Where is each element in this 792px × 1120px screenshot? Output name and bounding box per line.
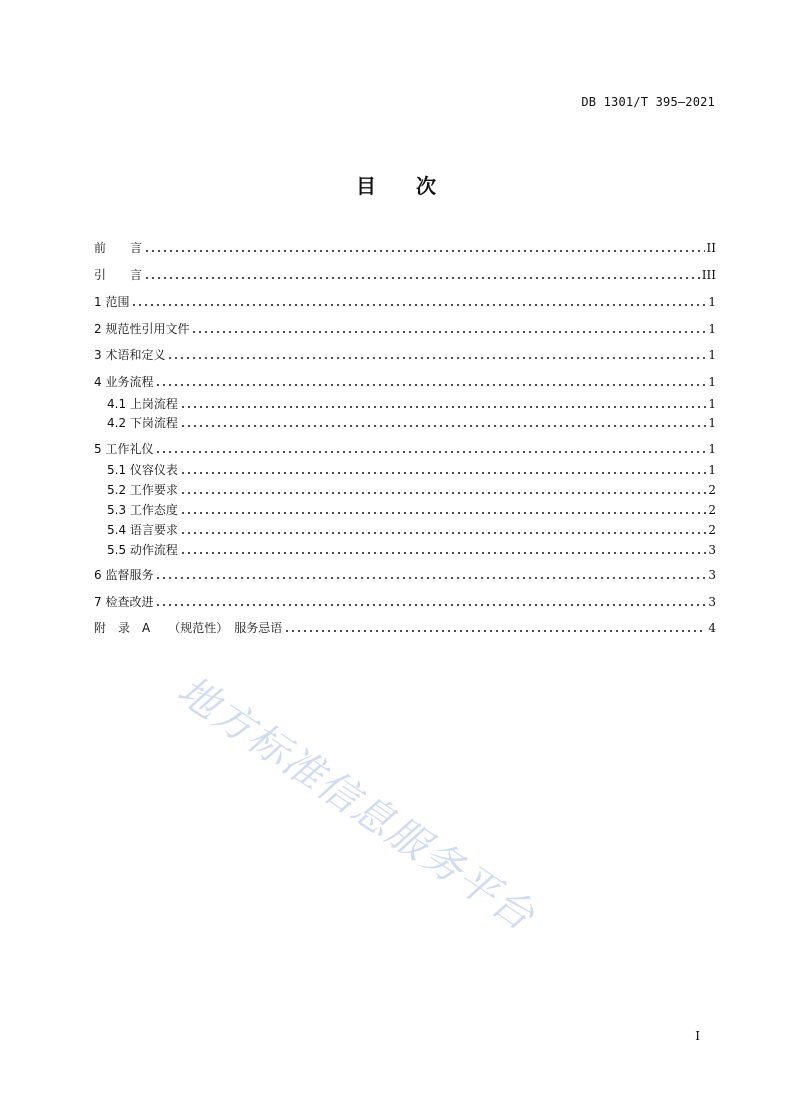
- toc-entry-page: 1: [708, 348, 716, 362]
- toc-entry-page: 1: [708, 375, 716, 389]
- toc-leader: [284, 630, 706, 632]
- toc-entry-terms-definitions[interactable]: [94, 347, 716, 363]
- toc-entry-page: 1: [708, 416, 716, 430]
- toc-leader: [155, 384, 706, 386]
- toc-leader: [155, 451, 706, 453]
- toc-leader: [180, 552, 706, 554]
- toc-entry-label: 2 规范性引用文件: [94, 322, 190, 336]
- toc-entry-appendix-a[interactable]: [94, 620, 716, 636]
- toc-entry-label: 1 范围: [94, 295, 130, 309]
- toc-entry-page: 3: [708, 543, 716, 557]
- page-title: 目 次: [356, 174, 436, 198]
- toc-leader: [180, 532, 706, 534]
- toc-entry-label: 5 工作礼仪: [94, 442, 154, 456]
- toc-entry-5-3[interactable]: [107, 502, 716, 518]
- toc-entry-5-5[interactable]: [107, 542, 716, 558]
- toc-leader: [155, 577, 706, 579]
- toc-entry-introduction[interactable]: [94, 267, 716, 283]
- toc-entry-page: 3: [708, 568, 716, 582]
- toc-entry-page: 3: [708, 595, 716, 609]
- toc-entry-label: 4.1 上岗流程: [107, 397, 178, 411]
- toc-entry-label: 引 言: [94, 268, 143, 282]
- toc-entry-label: 3 术语和定义: [94, 348, 166, 362]
- toc-entry-page: II: [706, 241, 716, 255]
- toc-entry-page: 1: [708, 322, 716, 336]
- toc-entry-label: 5.1 仪容仪表: [107, 463, 178, 477]
- toc-entry-page: 2: [708, 503, 716, 517]
- toc-entry-4-1[interactable]: [107, 396, 716, 412]
- toc-entry-foreword[interactable]: [94, 240, 716, 256]
- toc-entry-label: 5.4 语言要求: [107, 523, 178, 537]
- toc-leader: [131, 304, 706, 306]
- toc-entry-inspection[interactable]: [94, 594, 716, 610]
- toc-leader: [180, 406, 706, 408]
- toc-entry-label: 5.3 工作态度: [107, 503, 178, 517]
- toc-entry-label: 6 监督服务: [94, 568, 154, 582]
- toc-entry-5-1[interactable]: [107, 462, 716, 478]
- toc-leader: [180, 425, 706, 427]
- toc-entry-supervision[interactable]: [94, 567, 716, 583]
- toc-entry-work-etiquette[interactable]: [94, 441, 716, 457]
- toc-entry-5-2[interactable]: [107, 482, 716, 498]
- toc-leader: [155, 604, 706, 606]
- toc-entry-label: 4.2 下岗流程: [107, 416, 178, 430]
- toc-entry-page: 4: [708, 621, 716, 635]
- toc-entry-page: 1: [708, 397, 716, 411]
- page-number: I: [695, 1029, 700, 1043]
- toc-leader: [167, 357, 706, 359]
- toc-leader: [144, 277, 700, 279]
- toc-entry-business-process[interactable]: [94, 374, 716, 390]
- watermark: 地方标准信息服务平台: [169, 667, 544, 941]
- toc-entry-scope[interactable]: [94, 294, 716, 310]
- toc-leader: [180, 492, 706, 494]
- toc-entry-normative-references[interactable]: [94, 321, 716, 337]
- toc-entry-page: 1: [708, 295, 716, 309]
- toc-entry-label: 5.5 动作流程: [107, 543, 178, 557]
- toc-entry-label: 前 言: [94, 241, 143, 255]
- toc-leader: [180, 512, 706, 514]
- toc-entry-page: 2: [708, 523, 716, 537]
- toc-leader: [180, 472, 706, 474]
- document-code: DB 1301/T 395—2021: [581, 95, 715, 109]
- toc-leader: [191, 331, 706, 333]
- toc-leader: [144, 250, 705, 252]
- toc-entry-page: 1: [708, 463, 716, 477]
- toc-entry-label: 附 录 A （规范性） 服务忌语: [94, 621, 283, 635]
- toc-entry-page: III: [701, 268, 716, 282]
- toc-entry-label: 4 业务流程: [94, 375, 154, 389]
- toc-entry-4-2[interactable]: [107, 415, 716, 431]
- toc-entry-page: 1: [708, 442, 716, 456]
- toc-entry-label: 7 检查改进: [94, 595, 154, 609]
- toc-entry-label: 5.2 工作要求: [107, 483, 178, 497]
- toc-entry-page: 2: [708, 483, 716, 497]
- toc-entry-5-4[interactable]: [107, 522, 716, 538]
